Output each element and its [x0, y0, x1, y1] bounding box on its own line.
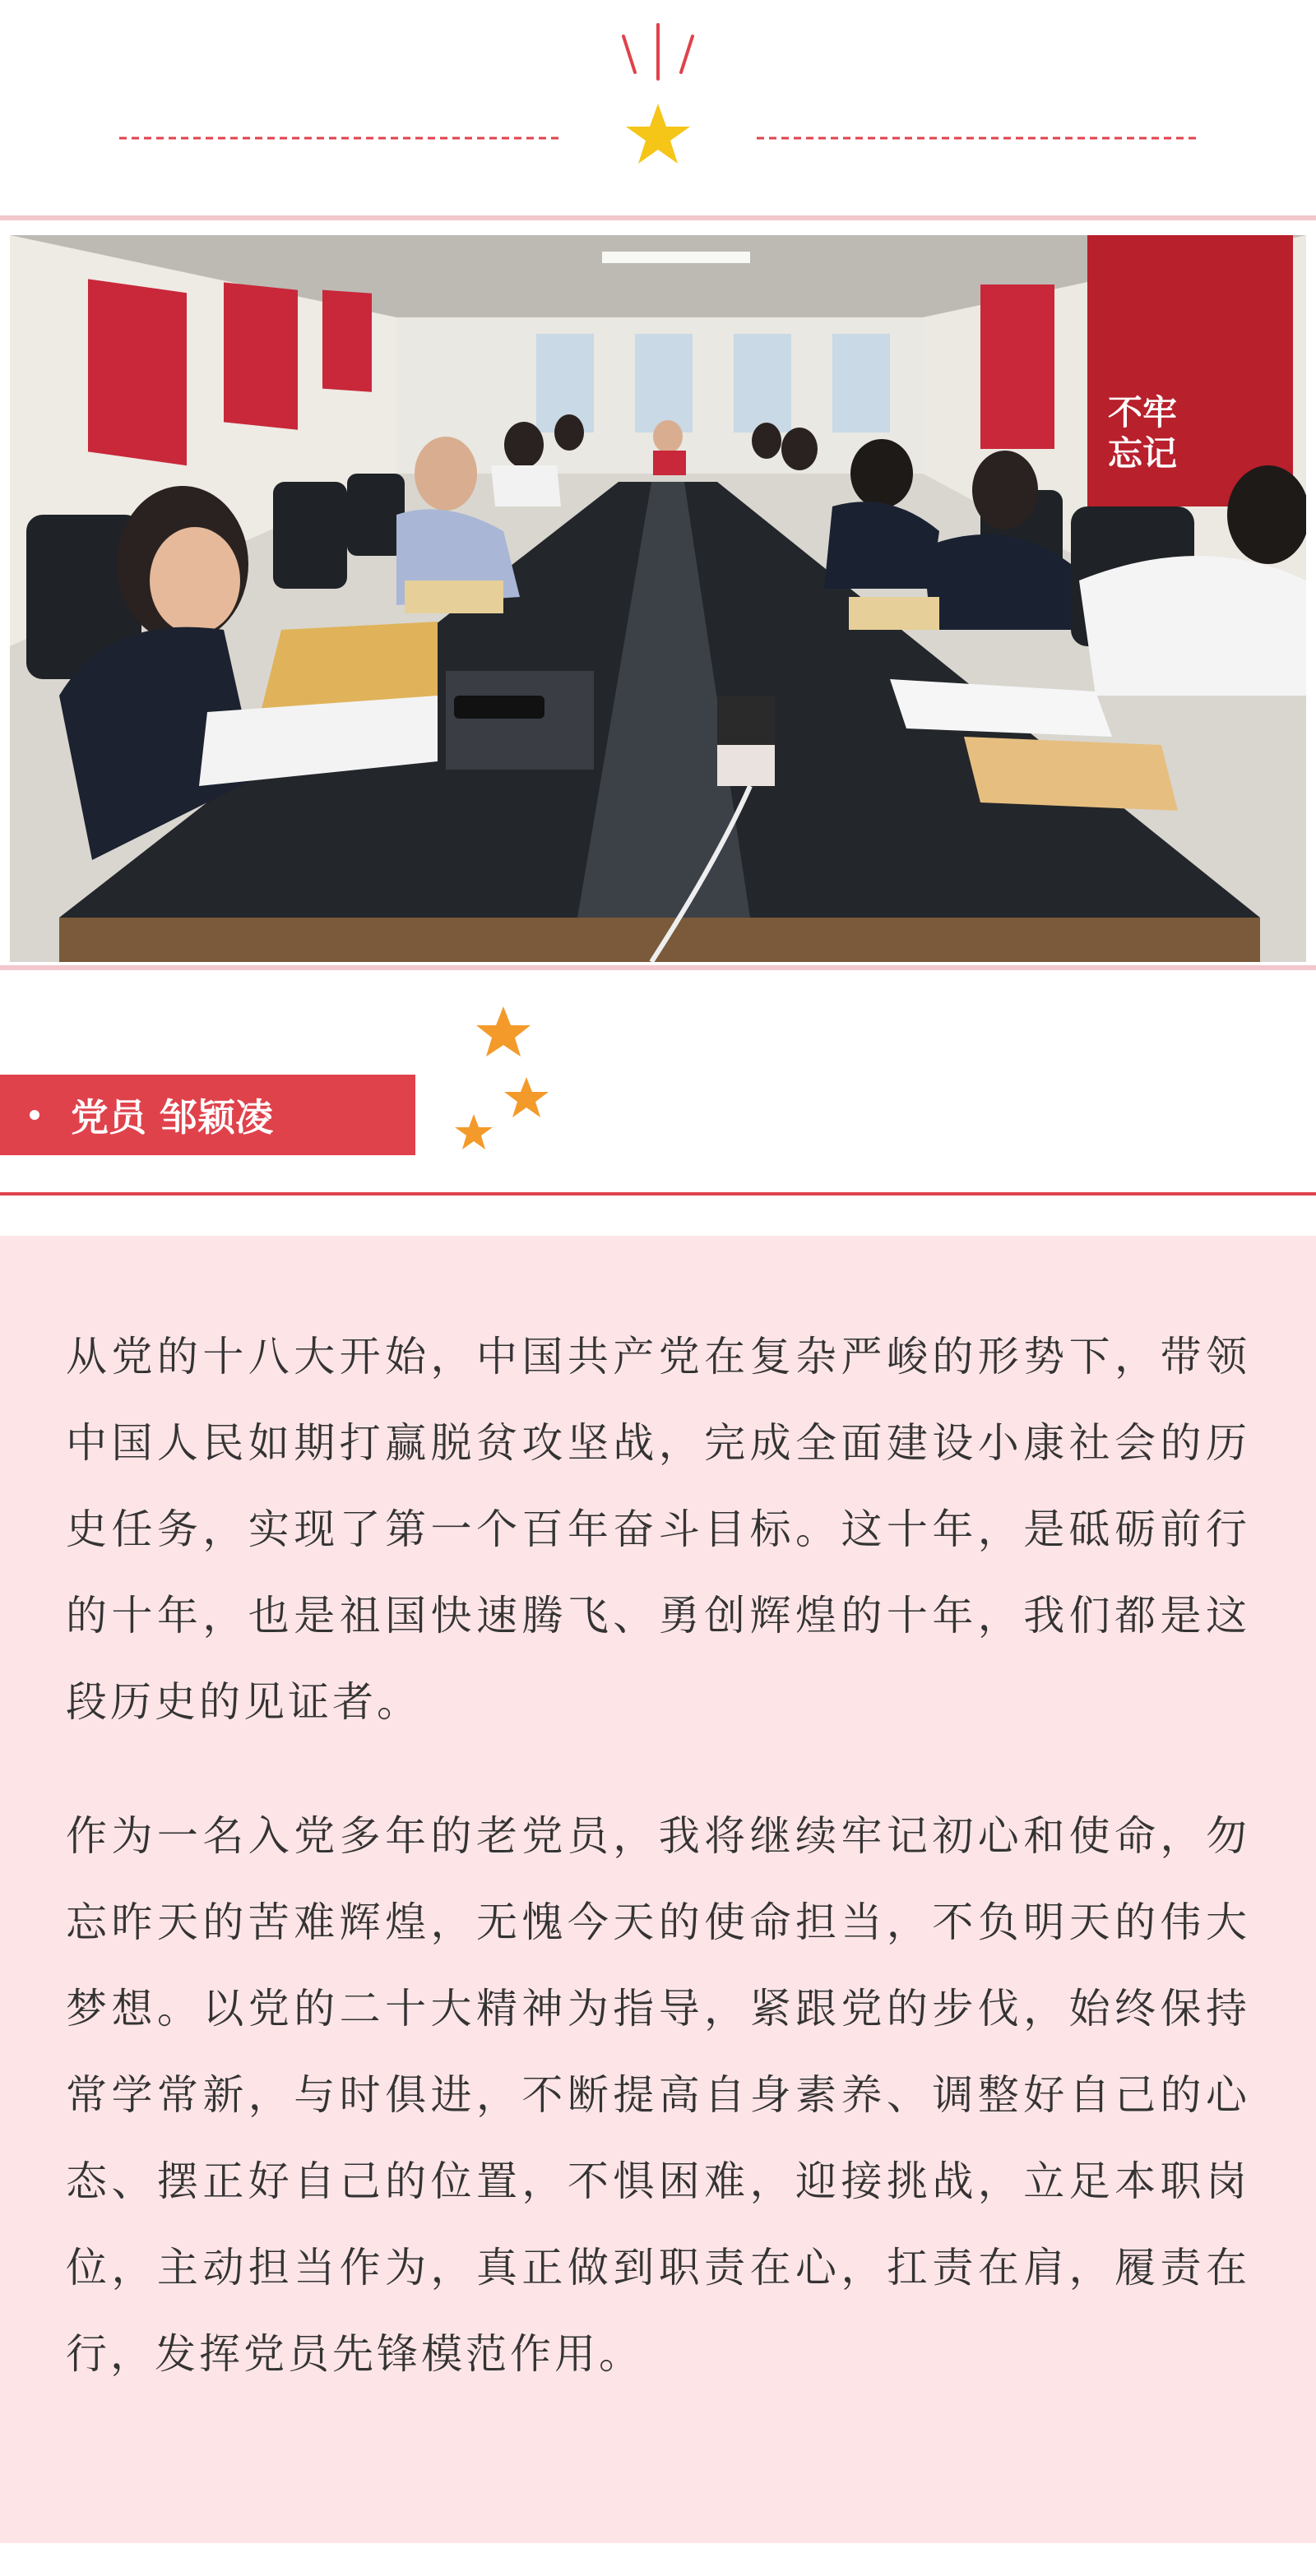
paragraph-2: 作为一名入党多年的老党员，我将继续牢记初心和使命，勿忘昨天的苦难辉煌，无愧今天的使命担当，不负明天的伟大梦想。以党的二十大精神为指导，紧跟党的步伐，始终保持常学常新，与时俱进，不断提高自身素养、调整好自己的心态、摆正好自己的位置，不惧困难，迎接挑战，立足本职岗位，主动担当作为，真正做到职责在心，扛责在肩，履责在行，发挥党员先锋模范作用。: [66, 1812, 1250, 2378]
article-body: [0, 1236, 1316, 2543]
section-divider: [0, 1192, 1316, 1196]
star-icon: [476, 1006, 531, 1057]
stars-cluster: [444, 995, 559, 1176]
star-icon: [455, 1114, 493, 1149]
meeting-photo: [10, 235, 1306, 962]
paragraph-1: 从党的十八大开始，中国共产党在复杂严峻的形势下，带领中国人民如期打赢脱贫攻坚战，完成全面建设小康社会的历史任务，实现了第一个百年奋斗目标。这十年，是砥砺前行的十年，也是祖国快速腾飞、勇创辉煌的十年，我们都是这段历史的见证者。: [66, 1333, 1250, 1726]
bullet-icon: [30, 1110, 39, 1120]
member-name-label: 党员 邹颖凌: [71, 1095, 274, 1140]
star-icon: [504, 1077, 549, 1117]
star-icon: [626, 104, 690, 164]
header-ornament: [0, 0, 1316, 214]
header-decoration: [0, 0, 1316, 214]
svg-text:不牢: 不牢: [1108, 392, 1178, 432]
photo-frame: [0, 215, 1316, 970]
sparkle-rays: [623, 25, 693, 79]
svg-text:忘记: 忘记: [1108, 433, 1178, 474]
member-name-banner: [0, 1075, 415, 1155]
